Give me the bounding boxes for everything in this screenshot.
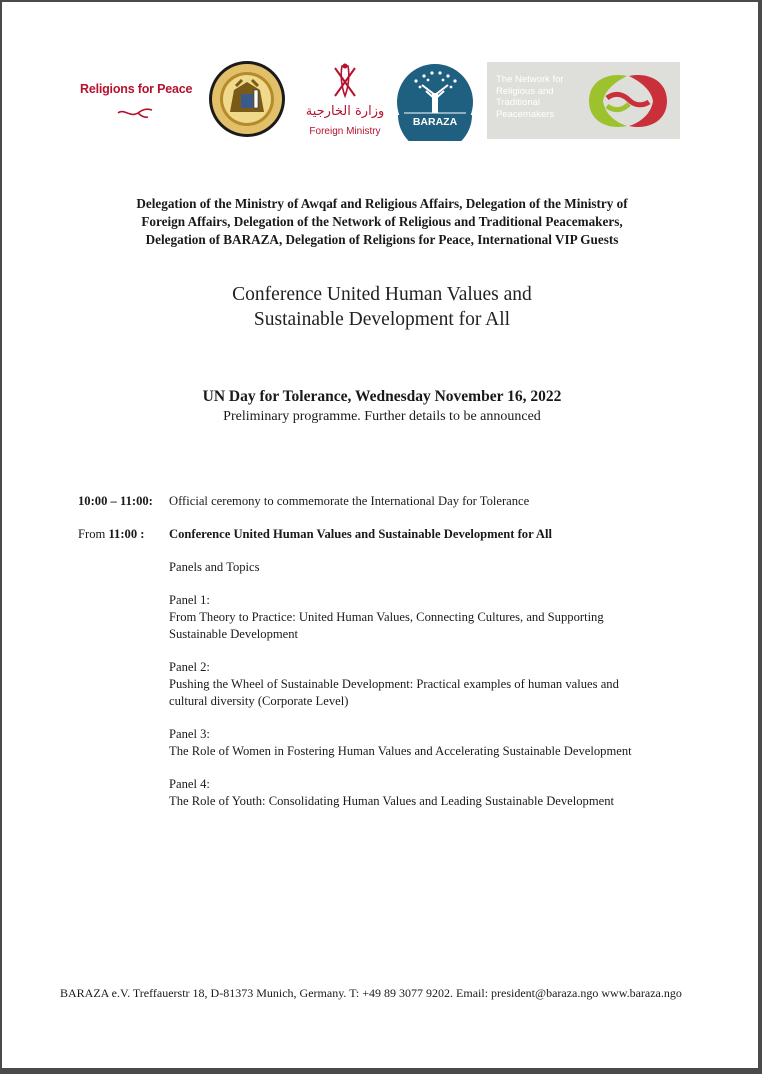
programme-description: Official ceremony to commemorate the International Day for Tolerance xyxy=(169,494,530,508)
ministry-awqaf-seal-logo xyxy=(208,60,286,138)
panel-label: Panel 4: xyxy=(169,777,210,791)
delegations-line: Foreign Affairs, Delegation of the Network of Religious and Traditional Peacemakers, xyxy=(141,214,623,229)
conference-title-line: Conference United Human Values and xyxy=(232,284,532,305)
panel-topic: The Role of Women in Fostering Human Values and Accelerating Sustainable Development xyxy=(169,744,632,758)
footer-contact: BARAZA e.V. Treffauerstr 18, D-81373 Munich, Germany. T: +49 89 3077 9202. Email: president@baraza.ngo www.baraza.ngo xyxy=(60,986,682,1000)
religions-for-peace-label: Religions for Peace xyxy=(80,82,193,96)
programme-time-value: 11:00 : xyxy=(108,527,145,541)
conference-title-line: Sustainable Development for All xyxy=(253,309,511,330)
panel-label: Panel 1: xyxy=(169,593,210,607)
panel-topic: Sustainable Development xyxy=(169,627,299,641)
delegations-line: Delegation of the Ministry of Awqaf and Religious Affairs, Delegation of the Ministry of xyxy=(136,196,628,211)
seal-emblem-icon xyxy=(208,60,286,138)
panel-topic: cultural diversity (Corporate Level) xyxy=(169,694,349,708)
programme-description: Conference United Human Values and Sustainable Development for All xyxy=(169,527,552,541)
conference-title xyxy=(102,282,662,332)
logo-bar xyxy=(2,58,758,148)
panel-text xyxy=(169,776,689,810)
panel-text xyxy=(169,592,689,643)
religions-for-peace-logo xyxy=(80,82,200,130)
event-date-heading: UN Day for Tolerance, Wednesday November 16, 2022 xyxy=(202,388,562,405)
panel-label: Panel 3: xyxy=(169,727,210,741)
panel-text xyxy=(169,726,689,760)
panel-label: Panel 2: xyxy=(169,660,210,674)
programme-time-prefix: From xyxy=(78,527,106,541)
foreign-ministry-arabic-label: وزارة الخارجية xyxy=(305,104,385,119)
delegations-block xyxy=(92,195,672,249)
panel-text xyxy=(169,659,689,710)
dove-icon xyxy=(116,104,156,122)
baraza-logo xyxy=(396,63,474,141)
panel-topic: The Role of Youth: Consolidating Human Values and Leading Sustainable Development xyxy=(169,794,615,808)
panel-topic: Pushing the Wheel of Sustainable Development: Practical examples of human values and xyxy=(169,677,619,691)
preliminary-note: Preliminary programme. Further details to be announced xyxy=(223,409,541,424)
network-religious-peacemakers-logo xyxy=(487,62,680,139)
panel-topic: From Theory to Practice: United Human Values, Connecting Cultures, and Supporting xyxy=(169,610,604,624)
panels-heading: Panels and Topics xyxy=(169,560,260,574)
programme-time: 10:00 – 11:00: xyxy=(78,494,153,508)
oman-khanjar-emblem-icon xyxy=(302,60,388,102)
baraza-label: BARAZA xyxy=(412,116,458,128)
programme-time xyxy=(78,526,144,543)
foreign-ministry-logo xyxy=(302,60,388,142)
handshake-circle-icon xyxy=(579,68,677,134)
network-label: The Network for Religious and Traditional Peacemakers xyxy=(496,74,564,120)
delegations-line: Delegation of BARAZA, Delegation of Religions for Peace, International VIP Guests xyxy=(145,232,619,247)
foreign-ministry-label: Foreign Ministry xyxy=(309,126,381,137)
baraza-tree-icon xyxy=(396,63,474,141)
document-page xyxy=(2,2,758,1068)
